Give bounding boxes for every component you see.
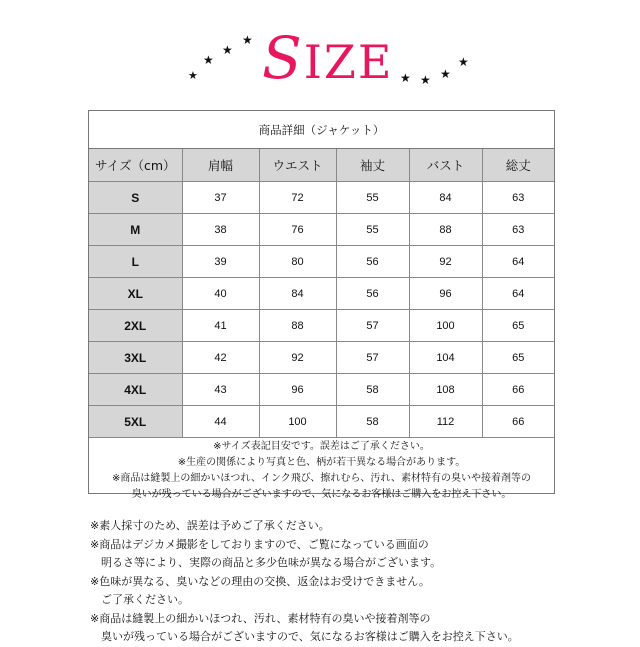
table-row [89, 278, 554, 310]
measurement-cell: 80 [259, 246, 336, 278]
measurement-cell: 65 [482, 342, 554, 374]
measurement-cell: 92 [259, 342, 336, 374]
measurement-cell: 63 [482, 182, 554, 214]
measurement-cell: 57 [336, 310, 409, 342]
star-icon: ★ [400, 71, 411, 85]
size-label-cell: 4XL [89, 374, 182, 406]
star-icon: ★ [458, 55, 469, 69]
table-row [89, 374, 554, 406]
measurement-cell: 57 [336, 342, 409, 374]
measurement-cell: 43 [182, 374, 259, 406]
measurement-cell: 41 [182, 310, 259, 342]
column-header: バスト [409, 149, 482, 182]
table-row [89, 342, 554, 374]
size-label-cell: XL [89, 278, 182, 310]
table-row [89, 310, 554, 342]
column-header: ウエスト [259, 149, 336, 182]
footer-line: ※商品は縫製上の細かいほつれ、汚れ、素材特有の臭いや接着剤等の [90, 611, 431, 625]
star-icon: ★ [420, 73, 431, 87]
column-header: 総丈 [482, 149, 554, 182]
note-line: ※生産の関係により写真と色、柄が若干異なる場合があります。 [177, 457, 466, 468]
measurement-cell: 84 [409, 182, 482, 214]
column-header: 袖丈 [336, 149, 409, 182]
star-icon: ★ [440, 67, 451, 81]
footer-line: ご了承ください。 [90, 593, 189, 606]
page-title [262, 24, 394, 92]
measurement-cell: 66 [482, 406, 554, 438]
column-header: 肩幅 [182, 149, 259, 182]
measurement-cell: 66 [482, 374, 554, 406]
measurement-cell: 44 [182, 406, 259, 438]
measurement-cell: 96 [409, 278, 482, 310]
measurement-cell: 112 [409, 406, 482, 438]
note-line: 臭いが残っている場合がございますので、気になるお客様はご購入をお控え下さい。 [131, 489, 512, 500]
table-notes [89, 439, 554, 503]
measurement-cell: 64 [482, 246, 554, 278]
footer-notes [90, 517, 630, 647]
size-label-cell: 2XL [89, 310, 182, 342]
measurement-cell: 88 [409, 214, 482, 246]
measurement-cell: 100 [259, 406, 336, 438]
measurement-cell: 55 [336, 182, 409, 214]
size-label-cell: 3XL [89, 342, 182, 374]
measurement-cell: 37 [182, 182, 259, 214]
footer-line: ※商品はデジカメ撮影をしておりますので、ご覧になっている画面の [90, 537, 429, 551]
measurement-cell: 100 [409, 310, 482, 342]
measurement-cell: 76 [259, 214, 336, 246]
measurement-cell: 63 [482, 214, 554, 246]
measurement-cell: 55 [336, 214, 409, 246]
header [0, 18, 640, 98]
measurement-cell: 39 [182, 246, 259, 278]
measurement-cell: 108 [409, 374, 482, 406]
table-caption: 商品詳細（ジャケット） [89, 111, 554, 149]
column-header: サイズ（cm） [89, 149, 182, 182]
size-table [89, 149, 554, 438]
footer-line: 臭いが残っている場合がございますので、気になるお客様はご購入をお控え下さい。 [90, 630, 519, 643]
size-label-cell: S [89, 182, 182, 214]
footer-line: ※色味が異なる、臭いなどの理由の交換、返金はお受けできません。 [90, 574, 430, 588]
title-initial: S [262, 24, 304, 92]
size-table-box [88, 110, 555, 500]
note-line: ※サイズ表記目安です。誤差はご了承ください。 [213, 441, 430, 452]
footer-line: 明るさ等により、実際の商品と多少色味が異なる場合がございます。 [90, 556, 442, 569]
size-label-cell: M [89, 214, 182, 246]
measurement-cell: 104 [409, 342, 482, 374]
measurement-cell: 96 [259, 374, 336, 406]
table-row [89, 246, 554, 278]
measurement-cell: 88 [259, 310, 336, 342]
star-icon: ★ [188, 69, 198, 82]
table-row [89, 214, 554, 246]
measurement-cell: 72 [259, 182, 336, 214]
table-row [89, 406, 554, 438]
table-header-row [89, 149, 554, 182]
measurement-cell: 84 [259, 278, 336, 310]
star-icon: ★ [242, 33, 253, 47]
size-label-cell: 5XL [89, 406, 182, 438]
measurement-cell: 58 [336, 374, 409, 406]
measurement-cell: 56 [336, 278, 409, 310]
measurement-cell: 65 [482, 310, 554, 342]
measurement-cell: 64 [482, 278, 554, 310]
measurement-cell: 92 [409, 246, 482, 278]
star-icon: ★ [203, 53, 214, 67]
note-line: ※商品は縫製上の細かいほつれ、インク飛び、擦れむら、汚れ、素材特有の臭いや接着剤等の [112, 473, 531, 484]
star-icon: ★ [222, 43, 233, 57]
measurement-cell: 58 [336, 406, 409, 438]
measurement-cell: 56 [336, 246, 409, 278]
measurement-cell: 42 [182, 342, 259, 374]
table-row [89, 182, 554, 214]
title-rest: IZE [303, 35, 394, 89]
measurement-cell: 40 [182, 278, 259, 310]
size-label-cell: L [89, 246, 182, 278]
measurement-cell: 38 [182, 214, 259, 246]
footer-line: ※素人採寸のため、誤差は予めご了承ください。 [90, 519, 330, 532]
